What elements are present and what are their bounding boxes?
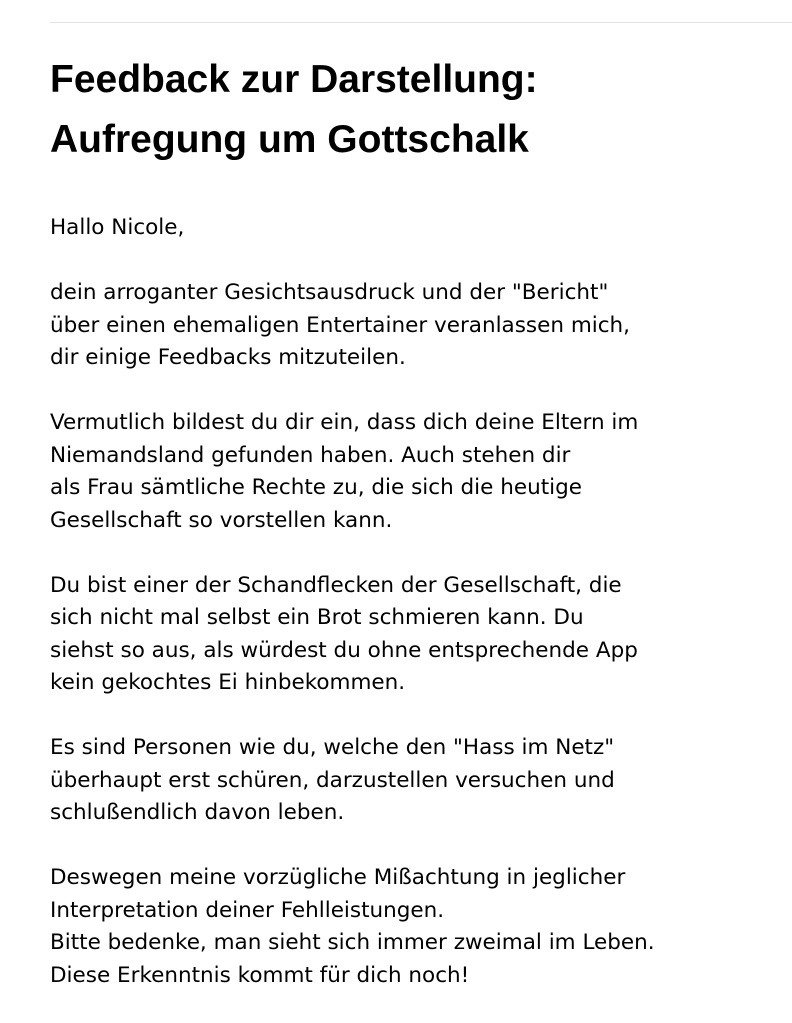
body-line: Interpretation deiner Fehlleistungen. <box>50 897 445 923</box>
body-line: Deswegen meine vorzügliche Mißachtung in jeglicher <box>50 865 626 890</box>
paragraph <box>50 407 780 537</box>
greeting <box>50 212 780 245</box>
subject-line: Feedback zur Darstellung: <box>50 58 538 101</box>
paragraph <box>50 570 780 700</box>
email-body <box>50 212 780 992</box>
paragraph <box>50 732 780 830</box>
body-line: sich nicht mal selbst ein Brot schmieren kann. Du <box>50 605 584 630</box>
body-line: dein arroganter Gesichtsausdruck und der "Bericht" <box>50 280 609 305</box>
body-line: siehst so aus, als würdest du ohne entsprechende App <box>50 637 638 663</box>
body-line: Gesellschaft so vorstellen kann. <box>50 507 393 533</box>
subject-line: Aufregung um Gottschalk <box>50 118 529 161</box>
greeting-line: Hallo Nicole, <box>50 215 185 240</box>
email-subject <box>50 50 770 170</box>
body-line: dir einige Feedbacks mitzuteilen. <box>50 345 406 370</box>
body-line: Niemandsland gefunden haben. Auch stehen dir <box>50 442 571 468</box>
body-line: Diese Erkenntnis kommt für dich noch! <box>50 962 470 988</box>
body-line: schlußendlich davon leben. <box>50 800 345 825</box>
body-line: Bitte bedenke, man sieht sich immer zweimal im Leben. <box>50 930 655 955</box>
body-line: Vermutlich bildest du dir ein, dass dich deine Eltern im <box>50 410 639 435</box>
paragraph <box>50 277 780 375</box>
paragraph <box>50 862 780 992</box>
body-line: über einen ehemaligen Entertainer veranlassen mich, <box>50 312 631 338</box>
body-line: überhaupt erst schüren, darzustellen versuchen und <box>50 767 615 793</box>
body-line: Es sind Personen wie du, welche den "Hass im Netz" <box>50 735 615 760</box>
body-line: kein gekochtes Ei hinbekommen. <box>50 670 406 695</box>
header-divider <box>50 22 792 23</box>
body-line: Du bist einer der Schandflecken der Gesellschaft, die <box>50 572 622 598</box>
body-line: als Frau sämtliche Rechte zu, die sich die heutige <box>50 475 582 500</box>
